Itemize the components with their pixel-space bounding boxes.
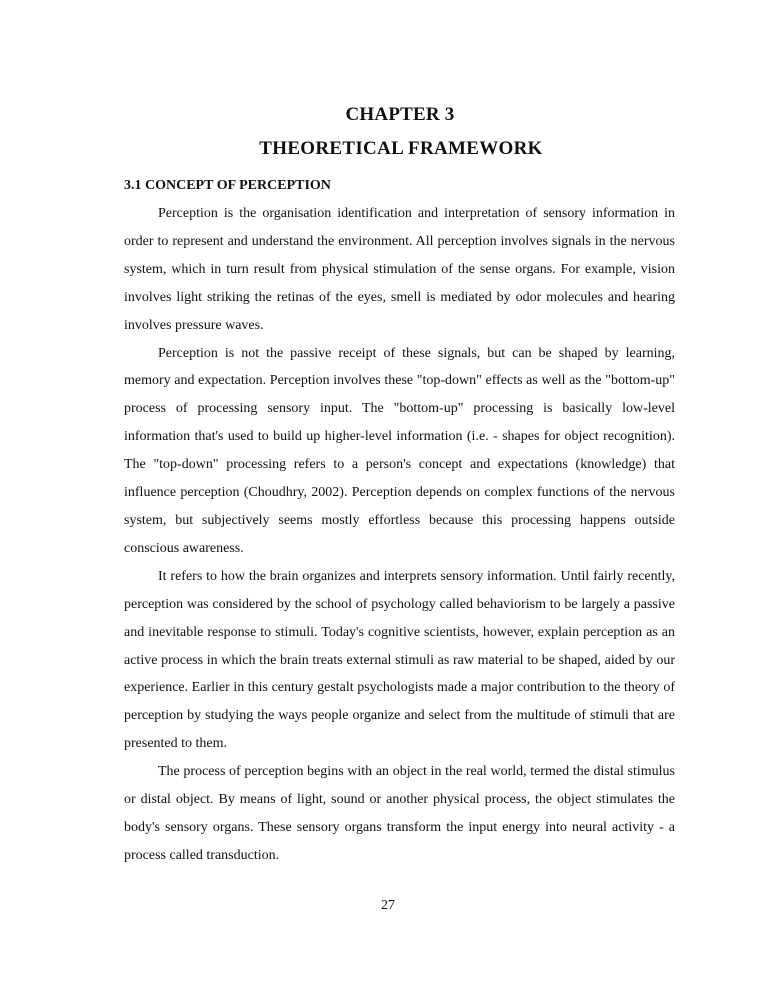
body-text	[124, 200, 675, 870]
paragraph: The process of perception begins with an object in the real world, termed the distal stimulus or distal object. By means of light, sound or another physical process, the object stimulates the body's sensory organs. These sensory organs transform the input energy into neural activity - a process called transduction.	[124, 764, 675, 863]
paragraph: It refers to how the brain organizes and interprets sensory information. Until fairly recently, perception was considered by the school of psychology called behaviorism to be largely a passive and inevitable response to stimuli. Today's cognitive scientists, however, explain perception as an active process in which the brain treats external stimuli as raw material to be shaped, aided by our experience. Earlier in this century gestalt psychologists made a major contribution to the theory of perception by studying the ways people organize and select from the multitude of stimuli that are presented to them.	[124, 568, 675, 752]
paragraph: Perception is not the passive receipt of these signals, but can be shaped by learning, memory and expectation. Perception involves these "top-down" effects as well as the "bottom-up" process of processing sensory input. The "bottom-up" processing is basically low-level information that's used to build up higher-level information (i.e. - shapes for object recognition). The "top-down" processing refers to a person's concept and expectations (knowledge) that influence perception (Choudhry, 2002). Perception depends on complex functions of the nervous system, but subjectively seems mostly effortless because this processing happens outside conscious awareness.	[124, 345, 675, 556]
chapter-title: THEORETICAL FRAMEWORK	[259, 138, 543, 159]
page-number: 27	[381, 898, 395, 913]
section-heading: 3.1 CONCEPT OF PERCEPTION	[124, 178, 331, 193]
chapter-number: CHAPTER 3	[345, 104, 455, 125]
paragraph: Perception is the organisation identification and interpretation of sensory information in order to represent and understand the environment. All perception involves signals in the nervous system, which in turn result from physical stimulation of the sense organs. For example, vision involves light striking the retinas of the eyes, smell is mediated by odor molecules and hearing involves pressure waves.	[124, 206, 675, 333]
